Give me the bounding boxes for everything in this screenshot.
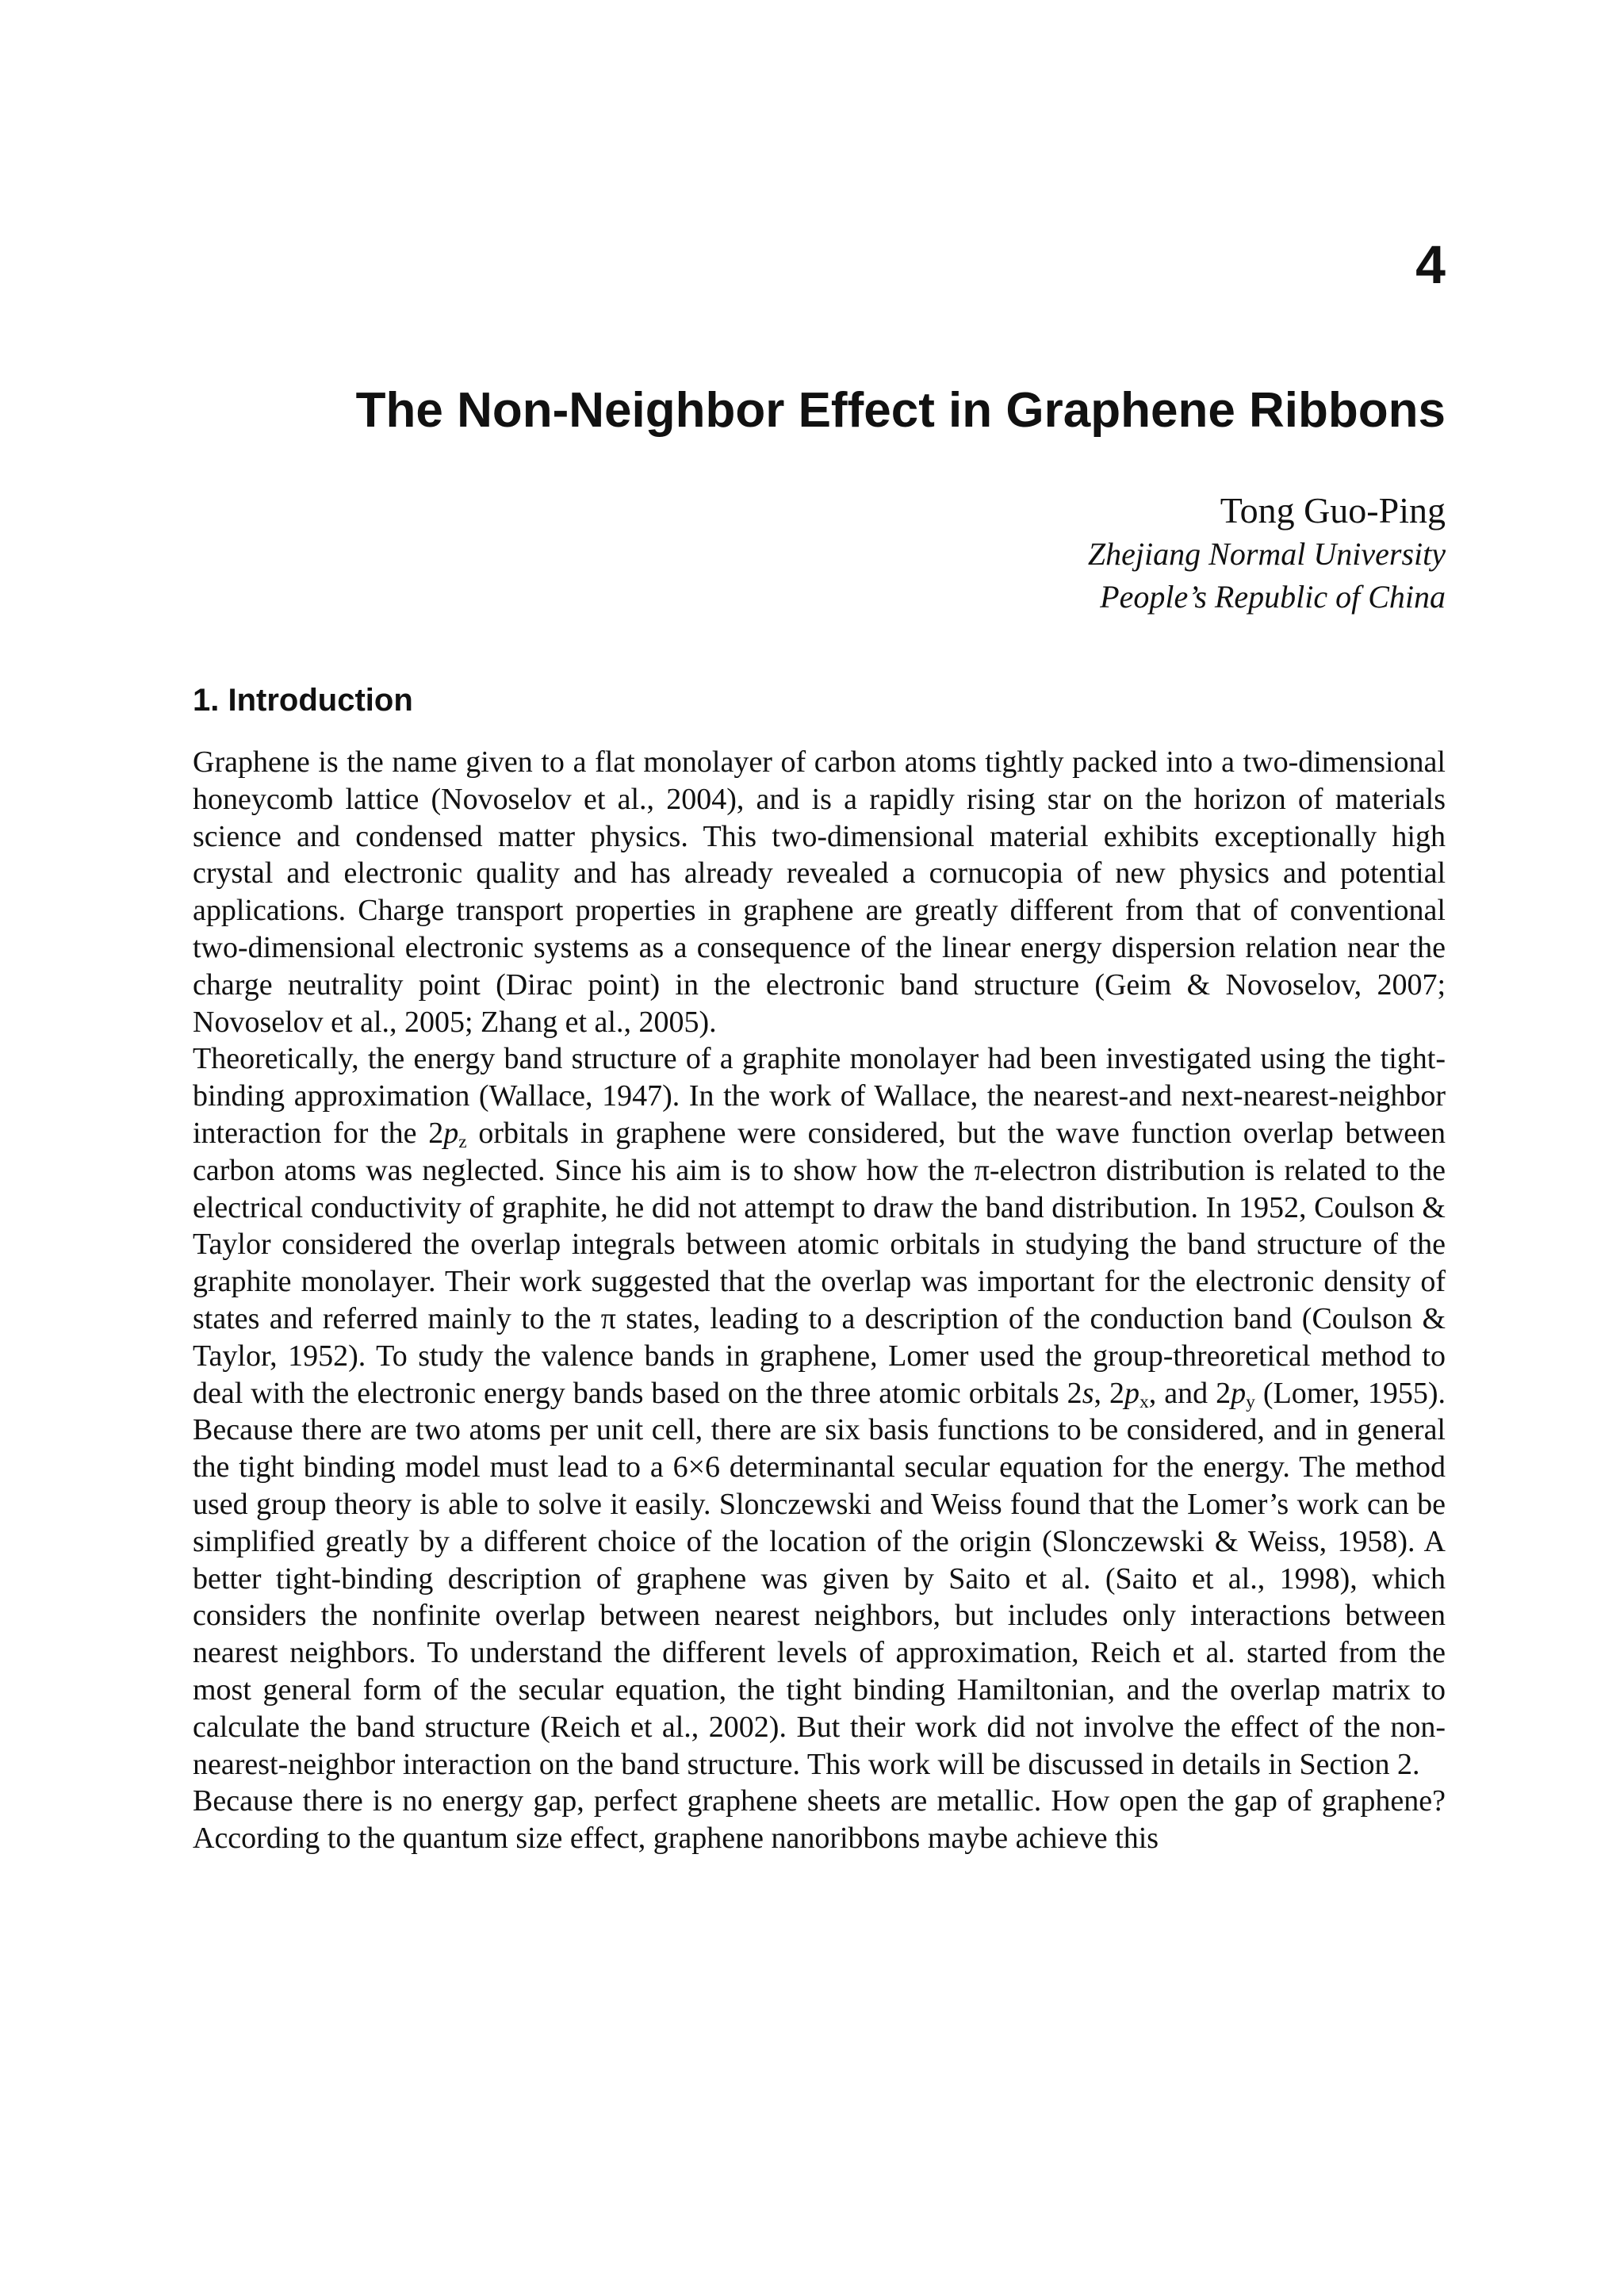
author-block <box>1088 488 1446 619</box>
body-text <box>193 744 1446 1857</box>
paragraph-1: Graphene is the name given to a flat monolayer of carbon atoms tightly packed into a two-dimensional honeycomb lattice (Novoselov et al., 2004), and is a rapidly rising star on the horizon of materials science and condensed matter physics. This two-dimensional material exhibits exceptionally high crystal and electronic quality and has already revealed a cornucopia of new physics and potential applications. Charge transport properties in graphene are greatly different from that of conventional two-dimensional electronic systems as a consequence of the linear energy dispersion relation near the charge neutrality point (Dirac point) in the electronic band structure (Geim & Novoselov, 2007; Novoselov et al., 2005; Zhang et al., 2005). <box>193 745 1446 1039</box>
orbital-py-subscript: y <box>1246 1391 1255 1412</box>
author-name: Tong Guo-Ping <box>1220 490 1446 531</box>
chapter-number: 4 <box>1415 235 1446 295</box>
paragraph-2 <box>193 1040 1446 1783</box>
affiliation-country: People’s Republic of China <box>1100 579 1446 615</box>
orbital-py-letter: p <box>1231 1376 1247 1410</box>
section-heading: 1. Introduction <box>193 683 413 718</box>
paragraph-2-part-a: Theoretically, the energy band structure of a graphite monolayer had been investigated using the tight-binding approximation (Wallace, 1947). In the work of Wallace, the nearest-and next-nearest-neighbor interaction for the 2 <box>193 1042 1446 1150</box>
orbital-pz-subscript: z <box>458 1131 467 1152</box>
paragraph-2-part-b: orbitals in graphene were considered, but the wave function overlap between carbon atoms was neglected. Since his aim is to show how the π-electron distribution is related to the electrical conductivity of graphite, he did not attempt to draw the band distribution. In 1952, Coulson & Taylor considered the overlap integrals between atomic orbitals in studying the band structure of the graphite monolayer. Their work suggested that the overlap was important for the electronic density of states and referred mainly to the π states, leading to a description of the conduction band (Coulson & Taylor, 1952). To study the valence bands in graphene, Lomer used the group-threoretical method to deal with the electronic energy bands based on the three atomic orbitals 2 <box>193 1116 1446 1410</box>
orbital-pz-letter: p <box>443 1116 459 1150</box>
orbital-s-letter: s <box>1082 1376 1094 1410</box>
orbital-px-letter: p <box>1124 1376 1139 1410</box>
paragraph-2-part-d: , and 2 <box>1148 1376 1231 1410</box>
affiliation-institution: Zhejiang Normal University <box>1087 536 1446 572</box>
paragraph-2-part-e: (Lomer, 1955). Because there are two atoms per unit cell, there are six basis functions to be considered, and in general the tight binding model must lead to a 6×6 determinantal secular equation for the energy. The method used group theory is able to solve it easily. Slonczewski and Weiss found that the Lomer’s work can be simplified greatly by a different choice of the location of the origin (Slonczewski & Weiss, 1958). A better tight-binding description of graphene was given by Saito et al. (Saito et al., 1998), which considers the nonfinite overlap between nearest neighbors, but includes only interactions between nearest neighbors. To understand the different levels of approximation, Reich et al. started from the most general form of the secular equation, the tight binding Hamiltonian, and the overlap matrix to calculate the band structure (Reich et al., 2002). But their work did not involve the effect of the non-nearest-neighbor interaction on the band structure. This work will be discussed in details in Section 2. <box>193 1376 1446 1781</box>
paragraph-3: Because there is no energy gap, perfect graphene sheets are metallic. How open the gap of graphene? According to the quantum size effect, graphene nanoribbons maybe achieve this <box>193 1784 1446 1856</box>
chapter-title: The Non-Neighbor Effect in Graphene Ribbons <box>355 383 1446 438</box>
orbital-px-subscript: x <box>1139 1391 1149 1412</box>
paragraph-2-part-c: , 2 <box>1094 1376 1124 1410</box>
